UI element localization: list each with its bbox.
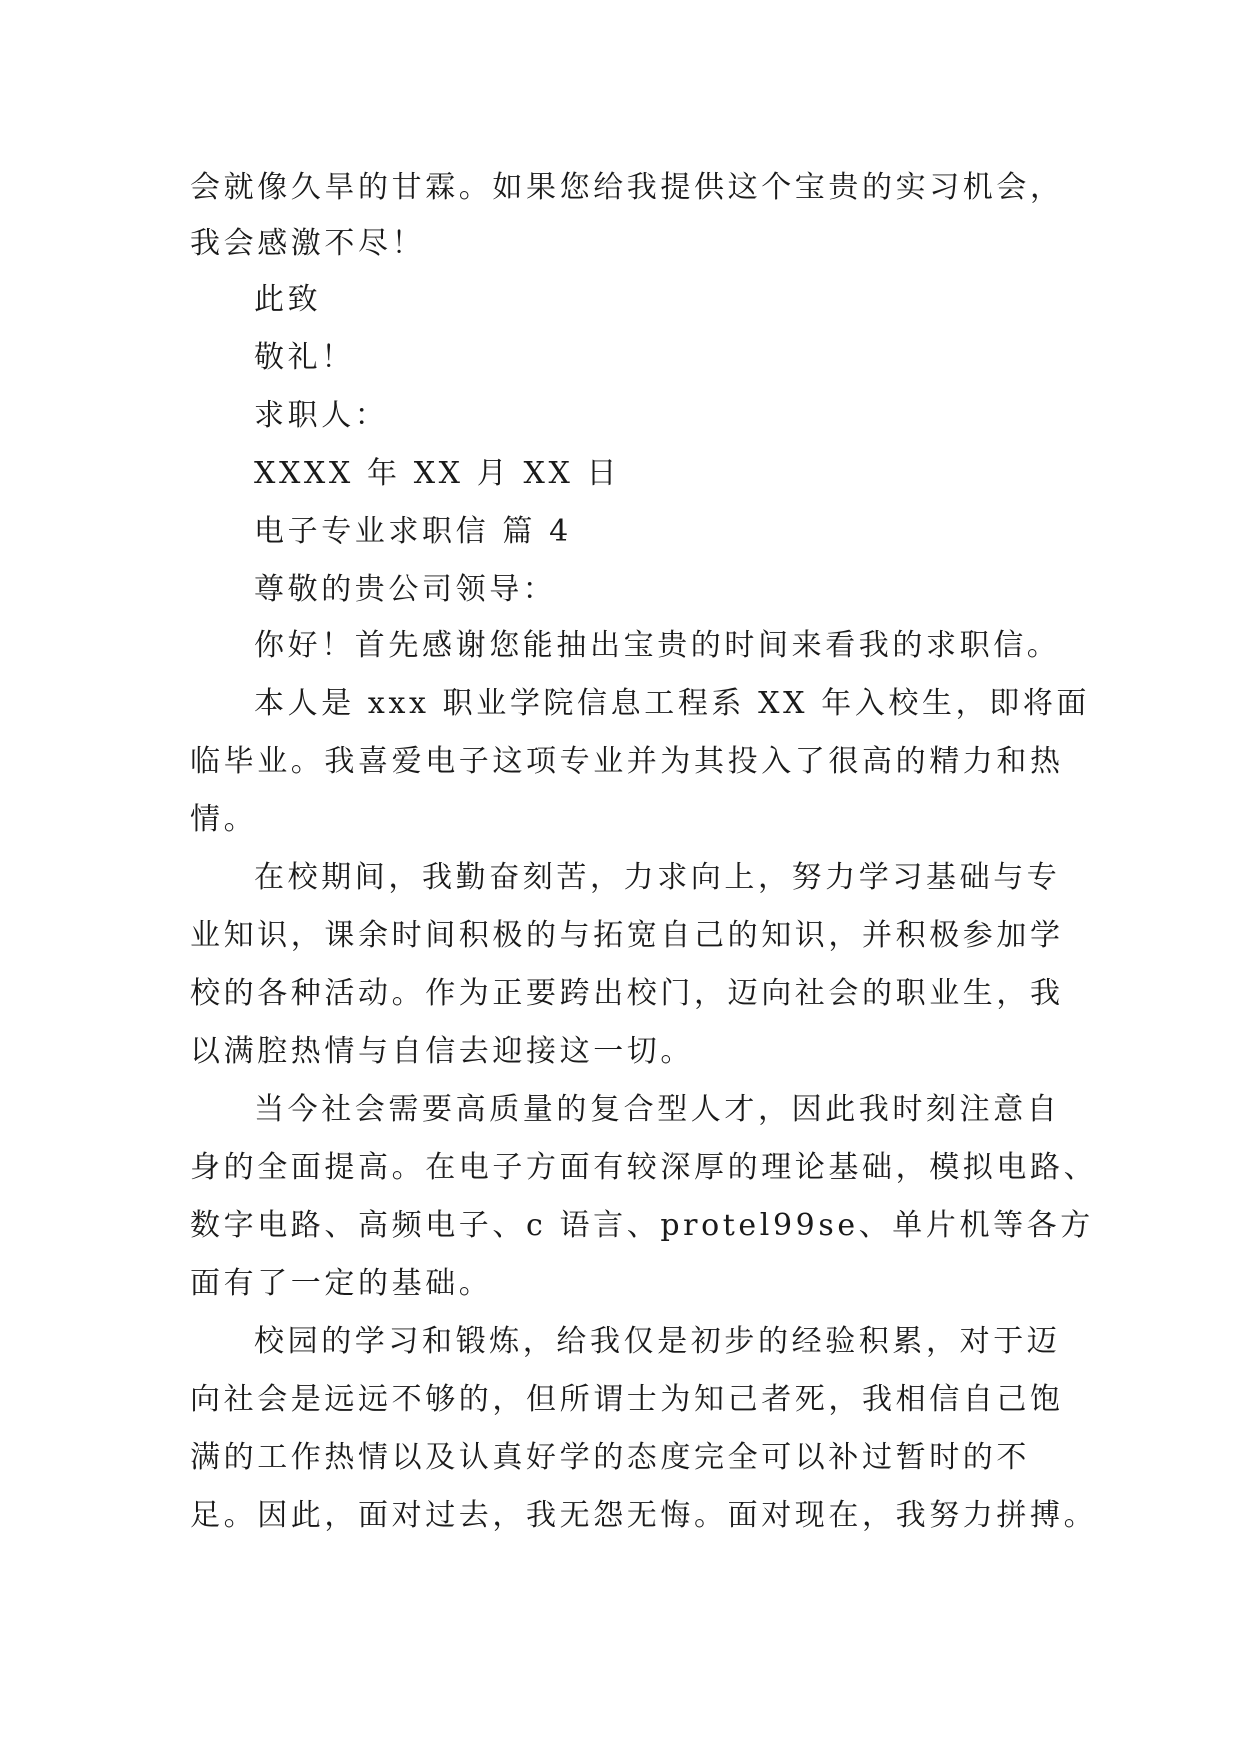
paragraph-line: 满的工作热情以及认真好学的态度完全可以补过暂时的不	[190, 1440, 1030, 1475]
paragraph-line: 情。	[190, 802, 258, 837]
paragraph-line: 业知识，课余时间积极的与拓宽自己的知识，并积极参加学	[190, 918, 1064, 953]
paragraph-line: 我会感激不尽！	[190, 226, 426, 261]
salutation-line: 尊敬的贵公司领导：	[254, 572, 557, 607]
paragraph-line: 以满腔热情与自信去迎接这一切。	[190, 1034, 694, 1069]
paragraph-line: 校的各种活动。作为正要跨出校门，迈向社会的职业生，我	[190, 976, 1064, 1011]
paragraph-line: 你好！首先感谢您能抽出宝贵的时间来看我的求职信。	[254, 628, 1061, 663]
signature-line: 求职人：	[254, 398, 389, 433]
paragraph-line: 临毕业。我喜爱电子这项专业并为其投入了很高的精力和热	[190, 744, 1064, 779]
section-title: 电子专业求职信 篇 4	[254, 514, 572, 549]
paragraph-line: 在校期间，我勤奋刻苦，力求向上，努力学习基础与专	[254, 860, 1061, 895]
paragraph-line: 向社会是远远不够的，但所谓士为知己者死，我相信自己饱	[190, 1382, 1064, 1417]
paragraph-line: 身的全面提高。在电子方面有较深厚的理论基础，模拟电路、	[190, 1150, 1098, 1185]
paragraph-line: 当今社会需要高质量的复合型人才，因此我时刻注意自	[254, 1092, 1061, 1127]
paragraph-line: 足。因此，面对过去，我无怨无悔。面对现在，我努力拼搏。	[190, 1498, 1098, 1533]
paragraph-line: 面有了一定的基础。	[190, 1266, 493, 1301]
closing-line: 敬礼！	[254, 340, 355, 375]
paragraph-line: 校园的学习和锻炼，给我仅是初步的经验积累，对于迈	[254, 1324, 1061, 1359]
paragraph-line: 本人是 xxx 职业学院信息工程系 XX 年入校生，即将面	[254, 686, 1091, 721]
paragraph-line: 会就像久旱的甘霖。如果您给我提供这个宝贵的实习机会，	[190, 170, 1064, 205]
closing-line: 此致	[254, 282, 322, 317]
date-line: XXXX 年 XX 月 XX 日	[254, 456, 621, 491]
paragraph-line: 数字电路、高频电子、c 语言、protel99se、单片机等各方	[190, 1208, 1094, 1243]
